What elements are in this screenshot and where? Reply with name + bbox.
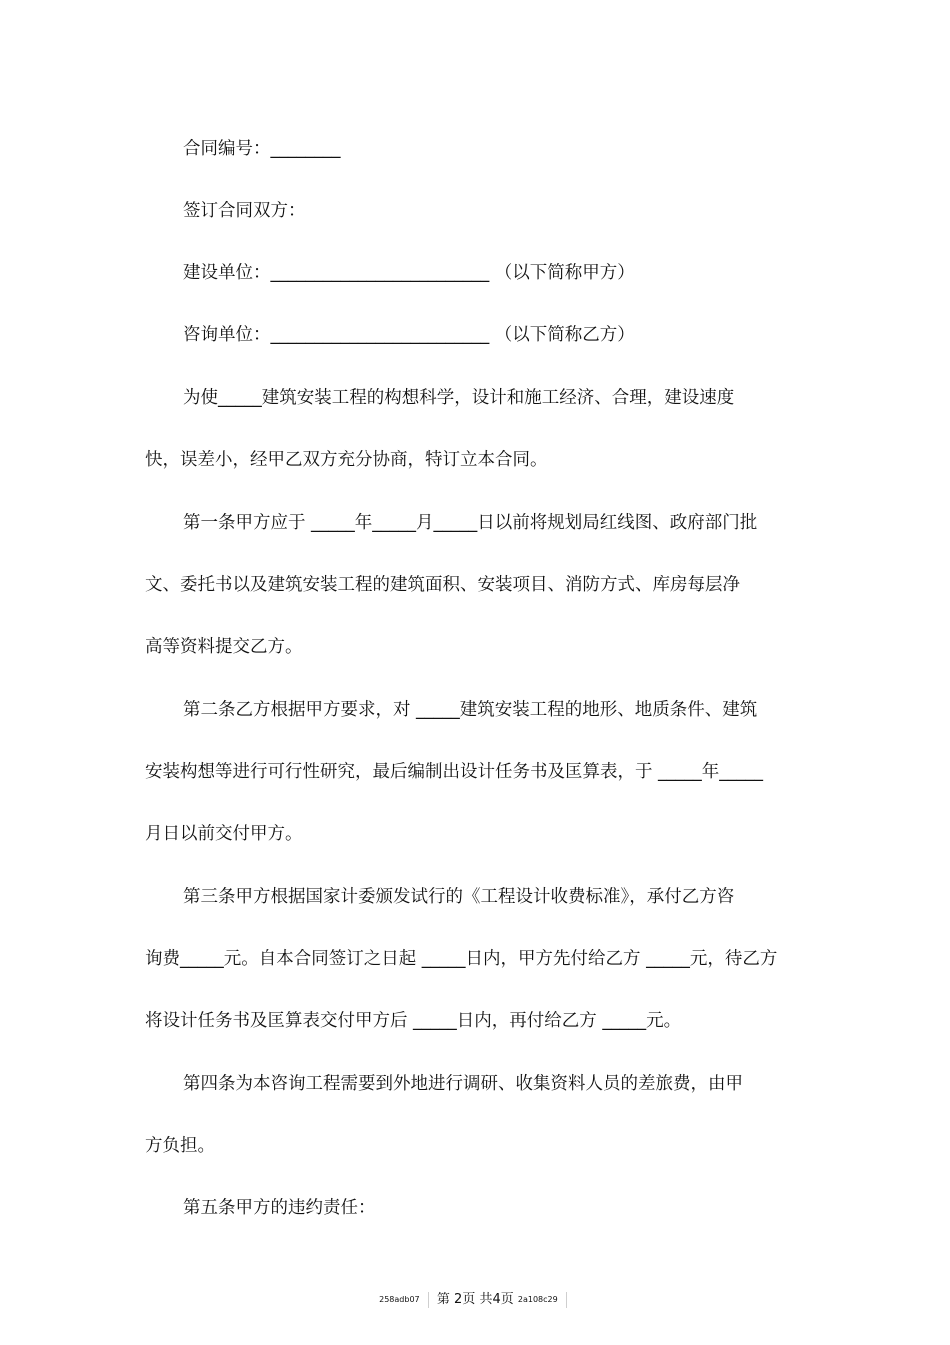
article-1-line-1: 第一条甲方应于 _____年_____月_____日以前将规划局红线图、政府部门批 bbox=[183, 513, 758, 533]
article-1-line-3: 高等资料提交乙方。 bbox=[145, 637, 303, 657]
article-5-heading: 第五条甲方的违约责任： bbox=[183, 1198, 376, 1218]
parties-heading: 签订合同双方： bbox=[183, 201, 306, 221]
footer-page-number: 第 2页 共4页 bbox=[436, 1292, 514, 1307]
preamble-line-1: 为使_____建筑安装工程的构想科学，设计和施工经济、合理，建设速度 bbox=[183, 388, 735, 408]
article-4-line-1: 第四条为本咨询工程需要到外地进行调研、收集资料人员的差旅费，由甲 bbox=[183, 1074, 743, 1094]
client-line: 建设单位：_________________________ （以下简称甲方） bbox=[183, 263, 635, 283]
article-2-line-1: 第二条乙方根据甲方要求，对 _____建筑安装工程的地形、地质条件、建筑 bbox=[183, 700, 758, 720]
footer-divider-right bbox=[566, 1292, 567, 1308]
footer-left-code: 258adb07 bbox=[379, 1295, 420, 1304]
article-3-line-2: 询费_____元。自本合同签订之日起 _____日内，甲方先付给乙方 _____元，待乙方 bbox=[145, 949, 778, 969]
article-4-line-2: 方负担。 bbox=[145, 1136, 215, 1156]
article-2-line-2: 安装构想等进行可行性研究，最后编制出设计任务书及匡算表，于 _____年_____ bbox=[145, 762, 764, 782]
consultant-line: 咨询单位：_________________________ （以下简称乙方） bbox=[183, 325, 635, 345]
contract-number-line: 合同编号：________ bbox=[183, 139, 341, 159]
article-3-line-3: 将设计任务书及匡算表交付甲方后 _____日内，再付给乙方 _____元。 bbox=[145, 1011, 682, 1031]
footer-divider bbox=[428, 1292, 429, 1308]
preamble-line-2: 快，误差小，经甲乙双方充分协商，特订立本合同。 bbox=[145, 450, 548, 470]
article-2-line-3: 月日以前交付甲方。 bbox=[145, 824, 303, 844]
page-footer bbox=[0, 1292, 950, 1309]
article-3-line-1: 第三条甲方根据国家计委颁发试行的《工程设计收费标准》，承付乙方咨 bbox=[183, 887, 735, 907]
footer-right-code: 2a108c29 bbox=[517, 1295, 558, 1304]
article-1-line-2: 文、委托书以及建筑安装工程的建筑面积、安装项目、消防方式、库房每层净 bbox=[145, 575, 740, 595]
